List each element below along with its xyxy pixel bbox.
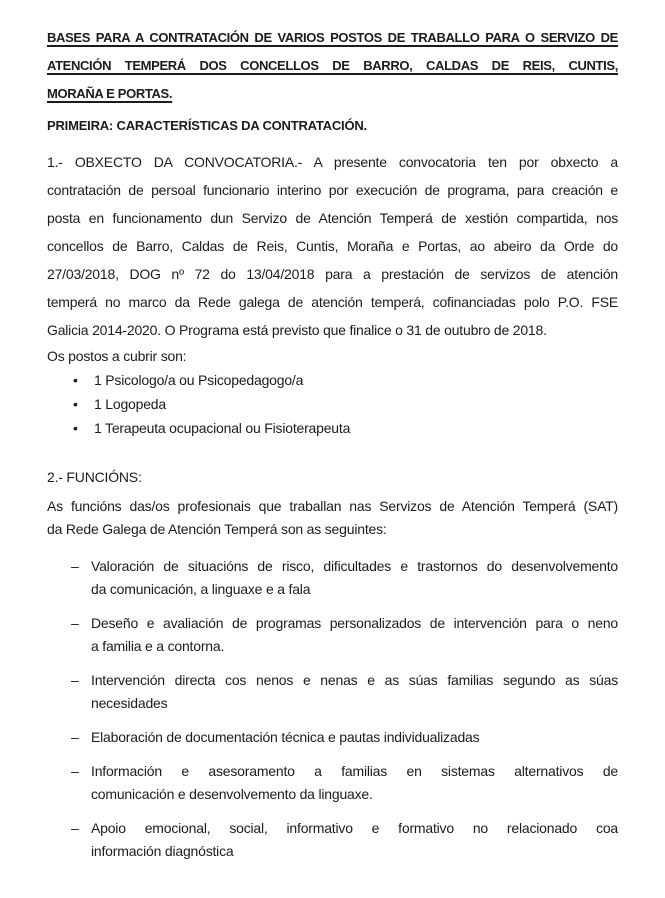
function-line: Apoio emocional, social, informativo e formativo no relacionado coa: [91, 820, 618, 836]
list-item: [47, 612, 618, 658]
intro-line: da Rede Galega de Atención Temperá son as seguintes:: [47, 521, 387, 537]
paragraph-line: contratación de persoal funcionario interino por execución de programa, para creación e: [47, 182, 618, 198]
list-item: [47, 669, 618, 715]
title-line: ATENCIÓN TEMPERÁ DOS CONCELLOS DE BARRO, CALDAS DE REIS, CUNTIS,: [47, 58, 618, 73]
list-item: [47, 416, 618, 440]
paragraph-line: posta en funcionamento dun Servizo de Atención Temperá de xestión compartida, nos: [47, 210, 618, 226]
list-item: [47, 760, 618, 806]
paragraph-line: Galicia 2014-2020. O Programa está previsto que finalice o 31 de outubro de 2018.: [47, 322, 547, 338]
paragraph-line: 1.- OBXECTO DA CONVOCATORIA.- A presente convocatoria ten por obxecto a: [47, 154, 618, 170]
posts-list: [47, 368, 618, 440]
paragraph-line: 27/03/2018, DOG nº 72 do 13/04/2018 para a prestación de servizos de atención: [47, 266, 618, 282]
dash-icon: –: [71, 763, 79, 779]
function-line: Información e asesoramento a familias en sistemas alternativos de: [91, 763, 618, 779]
functions-list: [47, 555, 618, 863]
function-line: Valoración de situacións de risco, dificultades e trastornos do desenvolvemento: [91, 558, 618, 574]
list-item: [47, 817, 618, 863]
post-label: 1 Psicologo/a ou Psicopedagogo/a: [94, 372, 304, 388]
list-item: [47, 726, 618, 749]
function-line: Deseño e avaliación de programas personalizados de intervención para o neno: [91, 615, 618, 631]
dash-icon: –: [71, 558, 79, 574]
posts-intro: Os postos a cubrir son:: [47, 348, 187, 364]
heading-funcions: 2.- FUNCIÓNS:: [47, 469, 142, 485]
title-line: BASES PARA A CONTRATACIÓN DE VARIOS POSTOS DE TRABALLO PARA O SERVIZO DE: [47, 30, 618, 45]
function-line: necesidades: [91, 695, 168, 711]
bullet-icon: •: [73, 420, 78, 436]
function-line: da comunicación, a linguaxe e a fala: [91, 581, 311, 597]
dash-icon: –: [71, 729, 79, 745]
dash-icon: –: [71, 820, 79, 836]
function-line: Elaboración de documentación técnica e pautas individualizadas: [91, 729, 480, 745]
function-line: Intervención directa cos nenos e nenas e as súas familias segundo as súas: [91, 672, 618, 688]
title-line: MORAÑA E PORTAS.: [47, 86, 173, 101]
dash-icon: –: [71, 615, 79, 631]
function-line: información diagnóstica: [91, 843, 234, 859]
function-line: a familia e a contorna.: [91, 638, 225, 654]
intro-line: As funcións das/os profesionais que traballan nas Servizos de Atención Temperá (SAT): [47, 498, 618, 514]
bullet-icon: •: [73, 372, 78, 388]
list-item: [47, 392, 618, 416]
functions-intro: [47, 495, 618, 541]
paragraph-line: temperá no marco da Rede galega de atención temperá, cofinanciadas polo P.O. FSE: [47, 294, 618, 310]
bullet-icon: •: [73, 396, 78, 412]
list-item: [47, 368, 618, 392]
paragraph-obxecto: [47, 148, 618, 344]
list-item: [47, 555, 618, 601]
heading-primeira: PRIMEIRA: CARACTERÍSTICAS DA CONTRATACIÓN.: [47, 118, 367, 133]
function-line: comunicación e desenvolvemento da linguaxe.: [91, 786, 373, 802]
paragraph-line: concellos de Barro, Caldas de Reis, Cuntis, Moraña e Portas, ao abeiro da Orde do: [47, 238, 618, 254]
dash-icon: –: [71, 672, 79, 688]
post-label: 1 Terapeuta ocupacional ou Fisioterapeuta: [94, 420, 351, 436]
post-label: 1 Logopeda: [94, 396, 166, 412]
document-title: [47, 24, 618, 108]
